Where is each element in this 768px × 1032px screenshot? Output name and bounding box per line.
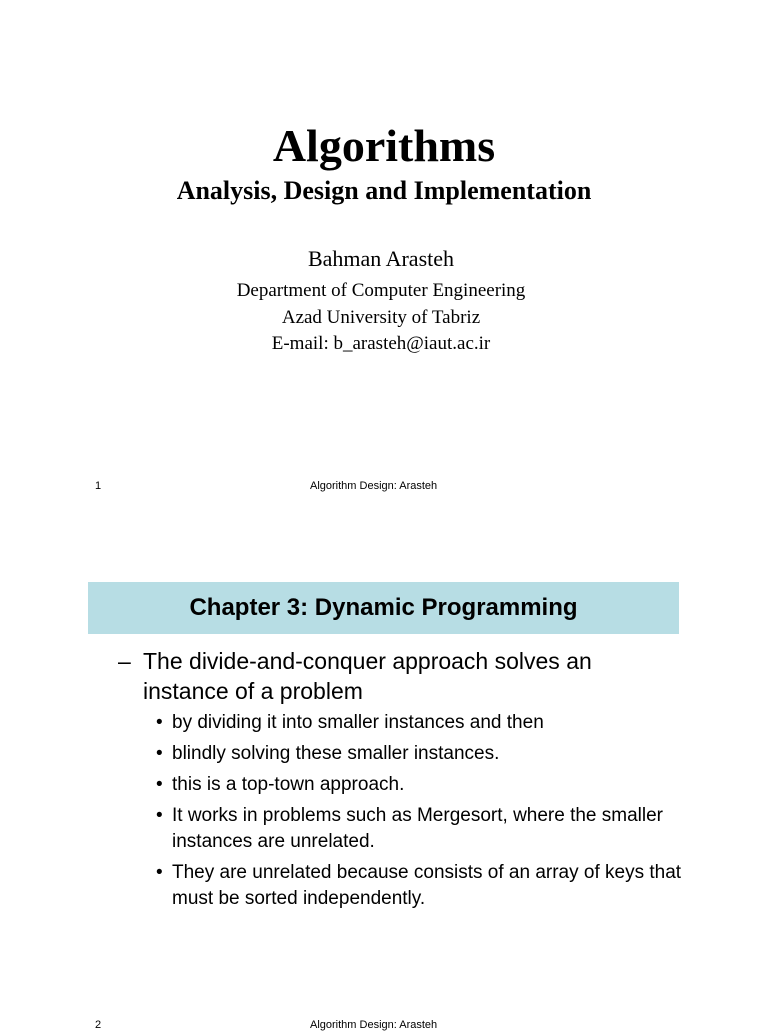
list-item [156, 772, 696, 798]
chapter-title: Chapter 3: Dynamic Programming [189, 594, 578, 621]
university: Azad University of Tabriz [281, 307, 481, 328]
bullet-text: by dividing it into smaller instances and then [172, 712, 544, 733]
dash-point [118, 646, 678, 706]
bullet-marker: • [156, 743, 163, 764]
dash-point-text: The divide-and-conquer approach solves an instance of a problem [143, 648, 592, 704]
list-item [156, 741, 696, 767]
bullet-marker: • [156, 805, 163, 826]
slide-2-footer [0, 1018, 768, 1031]
page-number: 2 [95, 1019, 102, 1031]
bullet-text: this is a top-town approach. [172, 774, 405, 795]
slide-subtitle: Analysis, Design and Implementation [176, 176, 592, 205]
bullet-marker: • [156, 774, 163, 795]
bullet-marker: • [156, 862, 163, 883]
list-item [156, 860, 696, 912]
email: E-mail: b_arasteh@iaut.ac.ir [271, 333, 491, 354]
bullet-marker: • [156, 712, 163, 733]
author-name: Bahman Arasteh [307, 246, 455, 271]
list-item [156, 803, 696, 855]
dash-marker: – [118, 648, 131, 674]
footer-text: Algorithm Design: Arasteh [310, 480, 438, 492]
slide-title: Algorithms [272, 120, 496, 171]
department: Department of Computer Engineering [236, 280, 526, 301]
footer-text: Algorithm Design: Arasteh [310, 1019, 438, 1031]
bullet-text: They are unrelated because consists of an array of keys that must be sorted independently. [172, 862, 682, 909]
list-item [156, 710, 696, 736]
bullet-text: It works in problems such as Mergesort, where the smaller instances are unrelated. [172, 805, 664, 852]
bullet-list [156, 710, 696, 917]
bullet-text: blindly solving these smaller instances. [172, 743, 500, 764]
chapter-title-banner [88, 582, 679, 634]
page-number: 1 [95, 480, 102, 492]
